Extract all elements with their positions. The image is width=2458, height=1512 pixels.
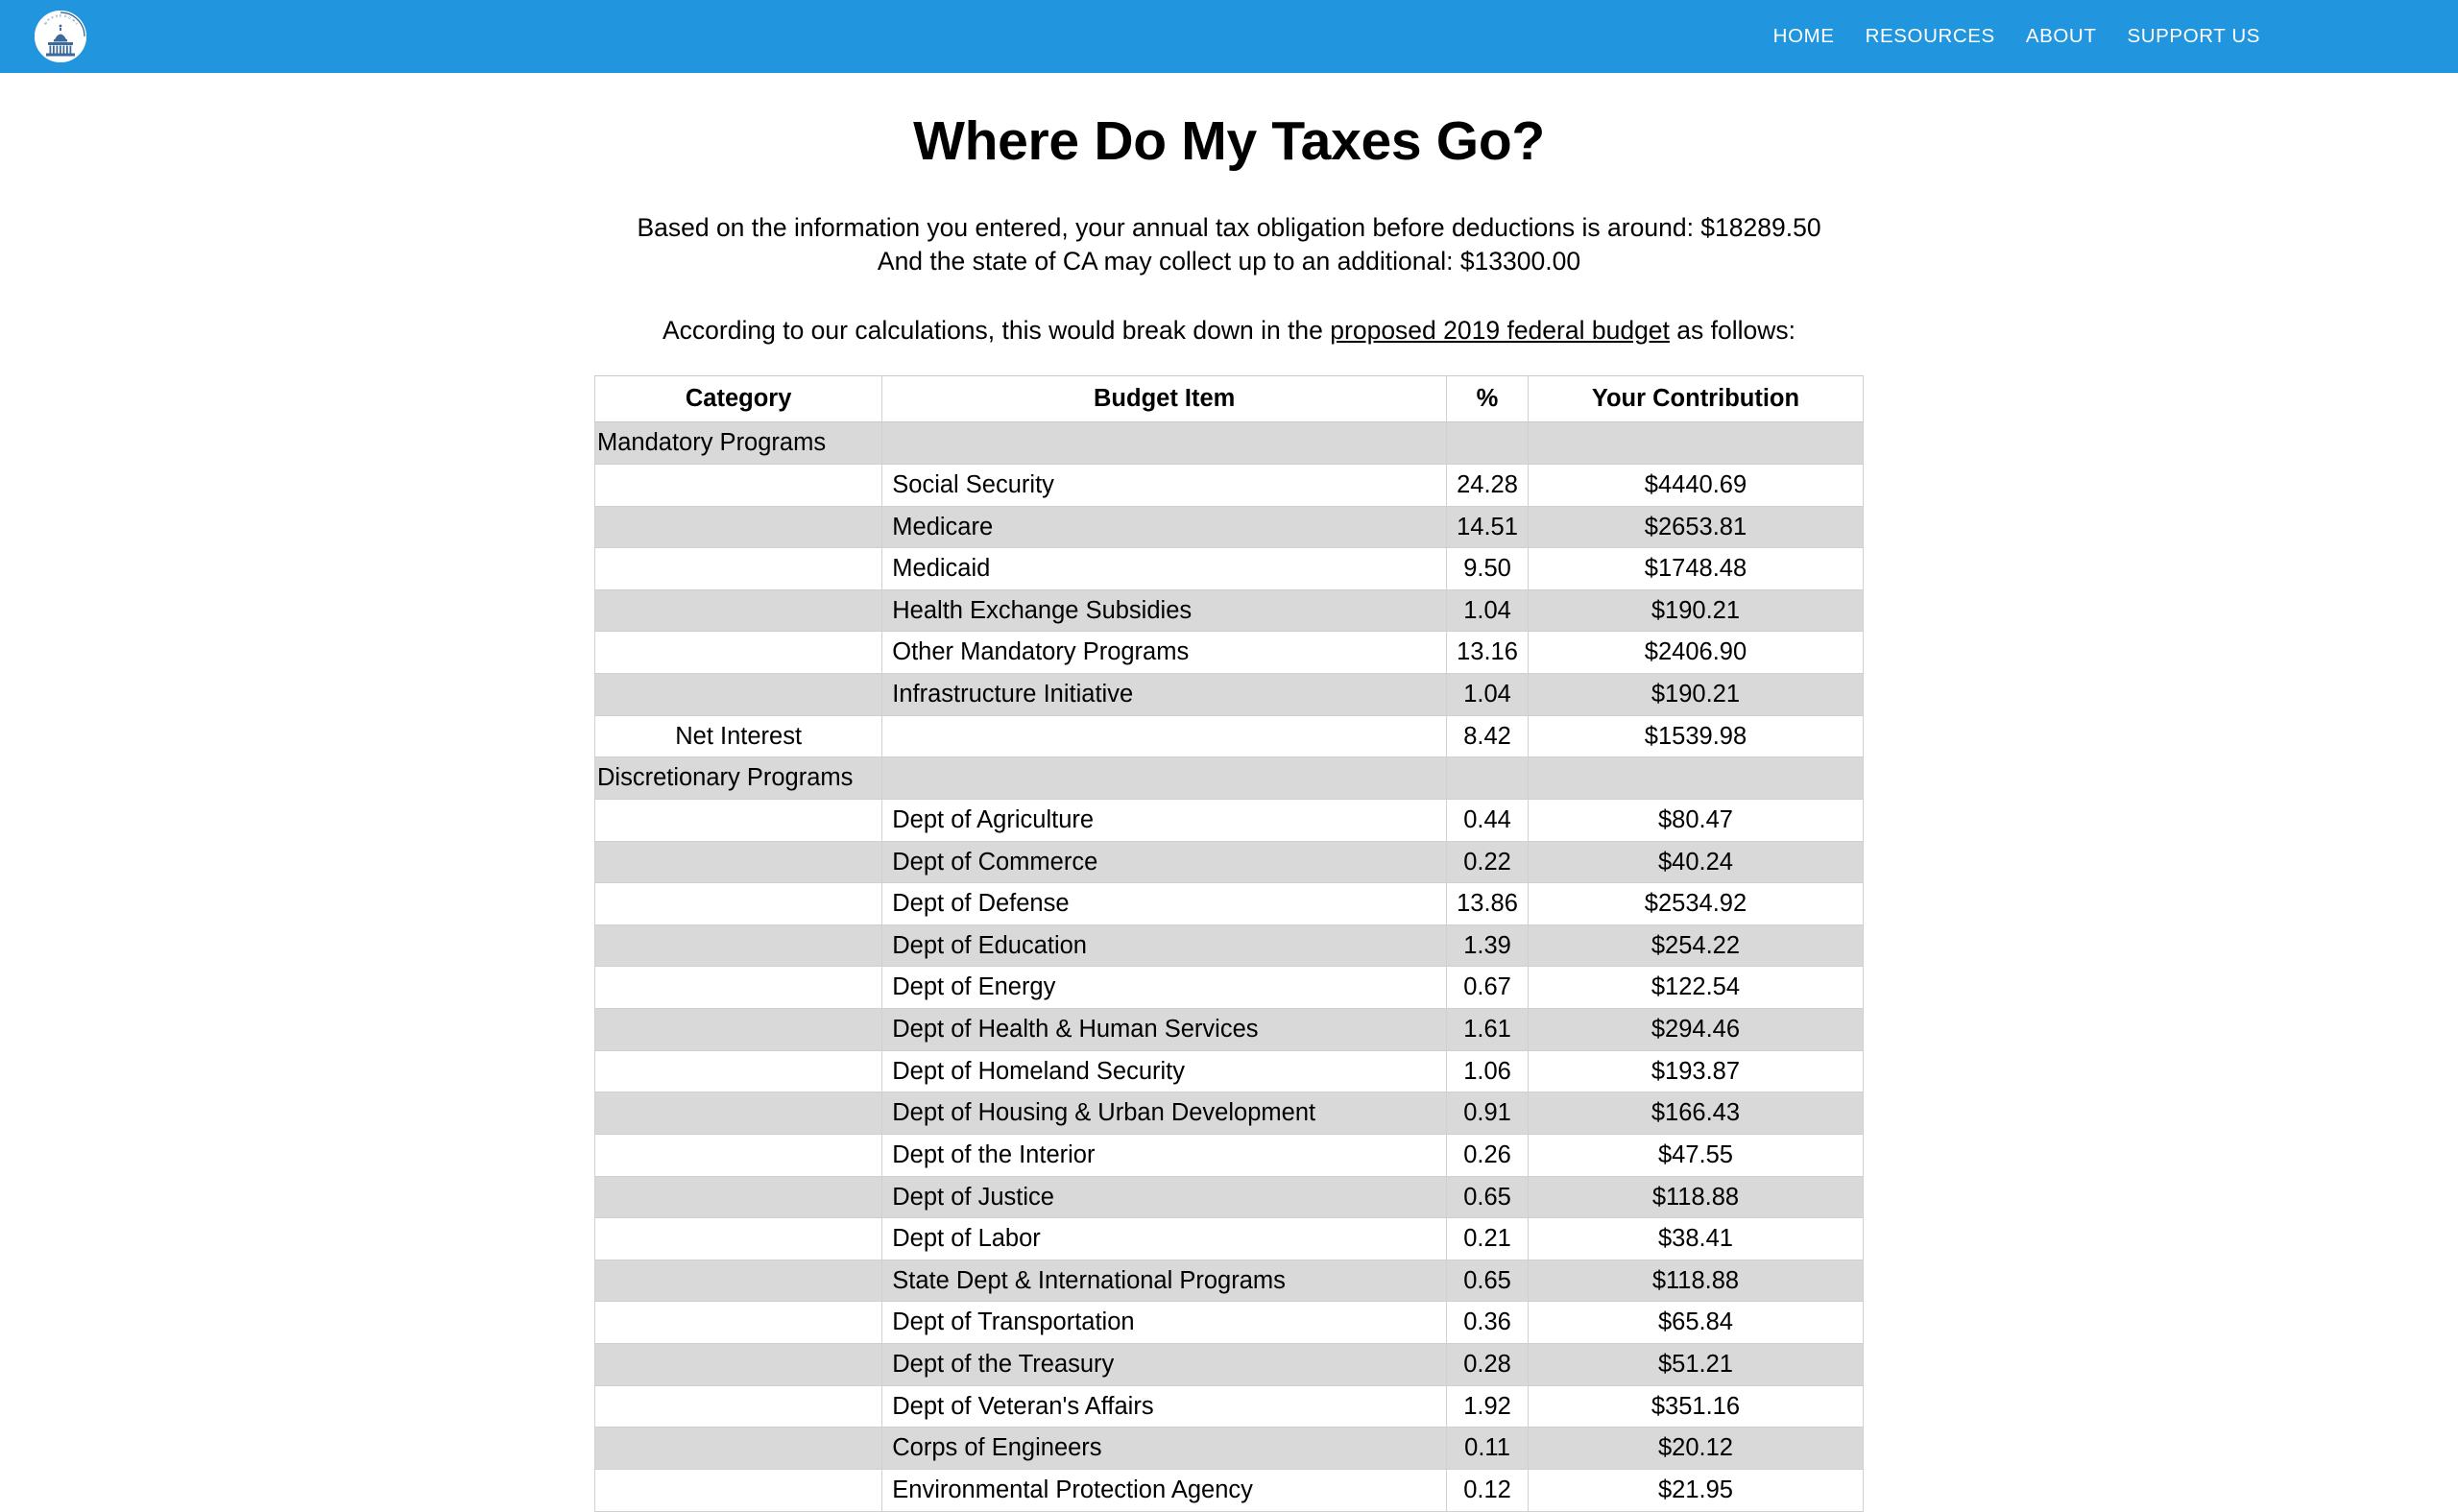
- cell-budget-item: Dept of Transportation: [882, 1302, 1447, 1344]
- svg-text:M: M: [71, 17, 76, 23]
- cell-percent: 1.61: [1447, 1009, 1529, 1051]
- cell-budget-item: Dept of Housing & Urban Development: [882, 1092, 1447, 1135]
- table-row: [595, 548, 1864, 590]
- cell-category: [595, 1344, 882, 1386]
- table-header: [595, 375, 1864, 422]
- cell-budget-item: Dept of the Treasury: [882, 1344, 1447, 1386]
- cell-category: [595, 548, 882, 590]
- cell-budget-item: Dept of Agriculture: [882, 799, 1447, 841]
- svg-text:H: H: [46, 17, 51, 22]
- cell-contribution: $190.21: [1528, 674, 1863, 716]
- page-title: Where Do My Taxes Go?: [913, 110, 1545, 172]
- main-navigation-links: [1758, 19, 2276, 54]
- svg-text:W: W: [43, 20, 48, 26]
- cell-percent: [1447, 422, 1529, 465]
- cell-budget-item: Other Mandatory Programs: [882, 632, 1447, 674]
- cell-contribution: $47.55: [1528, 1134, 1863, 1176]
- cell-percent: 8.42: [1447, 715, 1529, 757]
- table-row: [595, 967, 1864, 1009]
- cell-budget-item: Dept of Commerce: [882, 841, 1447, 883]
- cell-contribution: $254.22: [1528, 924, 1863, 967]
- breakdown-intro-text: [0, 316, 2458, 346]
- cell-percent: 0.11: [1447, 1428, 1529, 1470]
- cell-budget-item: [882, 757, 1447, 800]
- cell-category: [595, 841, 882, 883]
- cell-category: Mandatory Programs: [595, 422, 882, 465]
- svg-text:O: O: [67, 15, 72, 20]
- table-group-row: [595, 757, 1864, 800]
- column-header-percent: %: [1447, 375, 1529, 422]
- federal-budget-link[interactable]: proposed 2019 federal budget: [1330, 315, 1670, 345]
- cell-percent: 1.04: [1447, 589, 1529, 632]
- cell-contribution: [1528, 422, 1863, 465]
- table-row: [595, 1302, 1864, 1344]
- tax-summary-text: [0, 211, 2458, 278]
- cell-contribution: $118.88: [1528, 1260, 1863, 1302]
- main-content: [0, 73, 2458, 1512]
- cell-budget-item: Medicare: [882, 506, 1447, 548]
- cell-contribution: $351.16: [1528, 1385, 1863, 1428]
- cell-contribution: $20.12: [1528, 1428, 1863, 1470]
- cell-contribution: [1528, 757, 1863, 800]
- table-row: [595, 1344, 1864, 1386]
- table-body: [595, 422, 1864, 1511]
- cell-percent: 0.67: [1447, 967, 1529, 1009]
- cell-category: [595, 1050, 882, 1092]
- breakdown-suffix-text: as follows:: [1669, 315, 1795, 345]
- cell-percent: 0.28: [1447, 1344, 1529, 1386]
- table-row: [595, 506, 1864, 548]
- table-row: [595, 464, 1864, 506]
- cell-budget-item: State Dept & International Programs: [882, 1260, 1447, 1302]
- cell-percent: 13.16: [1447, 632, 1529, 674]
- cell-percent: 0.21: [1447, 1218, 1529, 1260]
- budget-breakdown-table: [594, 375, 1864, 1512]
- budget-table-container: [594, 375, 1864, 1512]
- table-row: [595, 1385, 1864, 1428]
- cell-contribution: $122.54: [1528, 967, 1863, 1009]
- table-row: [595, 883, 1864, 925]
- cell-percent: 1.04: [1447, 674, 1529, 716]
- cell-percent: 1.06: [1447, 1050, 1529, 1092]
- cell-contribution: $1539.98: [1528, 715, 1863, 757]
- svg-text:D: D: [63, 13, 67, 19]
- cell-contribution: $51.21: [1528, 1344, 1863, 1386]
- table-row: [595, 1218, 1864, 1260]
- cell-category: [595, 632, 882, 674]
- cell-category: [595, 1469, 882, 1511]
- cell-category: [595, 799, 882, 841]
- cell-percent: 14.51: [1447, 506, 1529, 548]
- cell-percent: 1.92: [1447, 1385, 1529, 1428]
- cell-category: [595, 1092, 882, 1135]
- table-row: [595, 632, 1864, 674]
- cell-budget-item: Infrastructure Initiative: [882, 674, 1447, 716]
- site-logo[interactable]: [35, 11, 86, 62]
- cell-percent: 0.22: [1447, 841, 1529, 883]
- cell-contribution: $190.21: [1528, 589, 1863, 632]
- cell-budget-item: Corps of Engineers: [882, 1428, 1447, 1470]
- nav-link-support-us[interactable]: SUPPORT US: [2127, 25, 2260, 47]
- cell-contribution: $1748.48: [1528, 548, 1863, 590]
- cell-percent: 0.26: [1447, 1134, 1529, 1176]
- cell-budget-item: Dept of Veteran's Affairs: [882, 1385, 1447, 1428]
- cell-budget-item: Social Security: [882, 464, 1447, 506]
- cell-category: [595, 1218, 882, 1260]
- state-tax-summary-line: And the state of CA may collect up to an additional: $13300.00: [877, 247, 1581, 276]
- cell-contribution: $193.87: [1528, 1050, 1863, 1092]
- cell-contribution: $38.41: [1528, 1218, 1863, 1260]
- column-header-category: Category: [595, 375, 882, 422]
- table-row: [595, 799, 1864, 841]
- cell-contribution: $2653.81: [1528, 506, 1863, 548]
- cell-percent: 0.12: [1447, 1469, 1529, 1511]
- table-header-row: [595, 375, 1864, 422]
- cell-category: [595, 464, 882, 506]
- table-row: [595, 1469, 1864, 1511]
- capitol-dome-badge-icon: [35, 11, 86, 62]
- cell-category: [595, 506, 882, 548]
- cell-percent: 9.50: [1447, 548, 1529, 590]
- table-row: [595, 674, 1864, 716]
- cell-contribution: $166.43: [1528, 1092, 1863, 1135]
- cell-percent: 0.44: [1447, 799, 1529, 841]
- table-row: [595, 1092, 1864, 1135]
- cell-category: [595, 967, 882, 1009]
- cell-budget-item: Medicaid: [882, 548, 1447, 590]
- cell-category: [595, 1385, 882, 1428]
- nav-link-about[interactable]: ABOUT: [2025, 25, 2097, 47]
- cell-category: [595, 1134, 882, 1176]
- cell-percent: 13.86: [1447, 883, 1529, 925]
- cell-percent: 0.65: [1447, 1260, 1529, 1302]
- cell-contribution: $65.84: [1528, 1302, 1863, 1344]
- cell-percent: 24.28: [1447, 464, 1529, 506]
- cell-category: Net Interest: [595, 715, 882, 757]
- table-row: [595, 1428, 1864, 1470]
- table-row: [595, 841, 1864, 883]
- table-group-row: [595, 422, 1864, 465]
- cell-budget-item: Health Exchange Subsidies: [882, 589, 1447, 632]
- cell-category: [595, 924, 882, 967]
- cell-budget-item: Dept of the Interior: [882, 1134, 1447, 1176]
- cell-budget-item: Dept of Labor: [882, 1218, 1447, 1260]
- federal-tax-summary-line: Based on the information you entered, your annual tax obligation before deductions is around: $18289.50: [637, 213, 1821, 243]
- cell-contribution: $2534.92: [1528, 883, 1863, 925]
- table-row: [595, 1050, 1864, 1092]
- table-row: [595, 1009, 1864, 1051]
- table-row: [595, 924, 1864, 967]
- cell-budget-item: Environmental Protection Agency: [882, 1469, 1447, 1511]
- cell-contribution: $2406.90: [1528, 632, 1863, 674]
- nav-link-home[interactable]: HOME: [1772, 25, 1835, 47]
- top-navigation-bar: [0, 0, 2458, 73]
- cell-contribution: $40.24: [1528, 841, 1863, 883]
- table-row: [595, 1260, 1864, 1302]
- table-row: [595, 1176, 1864, 1218]
- cell-budget-item: Dept of Health & Human Services: [882, 1009, 1447, 1051]
- cell-budget-item: Dept of Defense: [882, 883, 1447, 925]
- cell-category: [595, 1302, 882, 1344]
- cell-category: [595, 589, 882, 632]
- cell-budget-item: [882, 715, 1447, 757]
- cell-contribution: $4440.69: [1528, 464, 1863, 506]
- svg-text:Y: Y: [74, 21, 79, 27]
- cell-percent: 0.36: [1447, 1302, 1529, 1344]
- cell-category: [595, 883, 882, 925]
- cell-category: [595, 674, 882, 716]
- nav-link-resources[interactable]: RESOURCES: [1865, 25, 1995, 47]
- table-row: [595, 715, 1864, 757]
- cell-percent: 0.91: [1447, 1092, 1529, 1135]
- cell-contribution: $80.47: [1528, 799, 1863, 841]
- table-row: [595, 589, 1864, 632]
- svg-text:E: E: [51, 15, 55, 20]
- cell-percent: 1.39: [1447, 924, 1529, 967]
- svg-text:R: R: [55, 13, 59, 18]
- cell-budget-item: Dept of Homeland Security: [882, 1050, 1447, 1092]
- cell-budget-item: Dept of Education: [882, 924, 1447, 967]
- cell-category: [595, 1176, 882, 1218]
- cell-category: Discretionary Programs: [595, 757, 882, 800]
- cell-category: [595, 1428, 882, 1470]
- svg-text:E: E: [59, 13, 62, 18]
- cell-percent: [1447, 757, 1529, 800]
- cell-contribution: $294.46: [1528, 1009, 1863, 1051]
- cell-contribution: $21.95: [1528, 1469, 1863, 1511]
- cell-contribution: $118.88: [1528, 1176, 1863, 1218]
- column-header-budget-item: Budget Item: [882, 375, 1447, 422]
- cell-category: [595, 1009, 882, 1051]
- column-header-contribution: Your Contribution: [1528, 375, 1863, 422]
- breakdown-prefix-text: According to our calculations, this would break down in the: [663, 315, 1331, 345]
- cell-budget-item: [882, 422, 1447, 465]
- cell-percent: 0.65: [1447, 1176, 1529, 1218]
- cell-budget-item: Dept of Justice: [882, 1176, 1447, 1218]
- cell-budget-item: Dept of Energy: [882, 967, 1447, 1009]
- cell-category: [595, 1260, 882, 1302]
- table-row: [595, 1134, 1864, 1176]
